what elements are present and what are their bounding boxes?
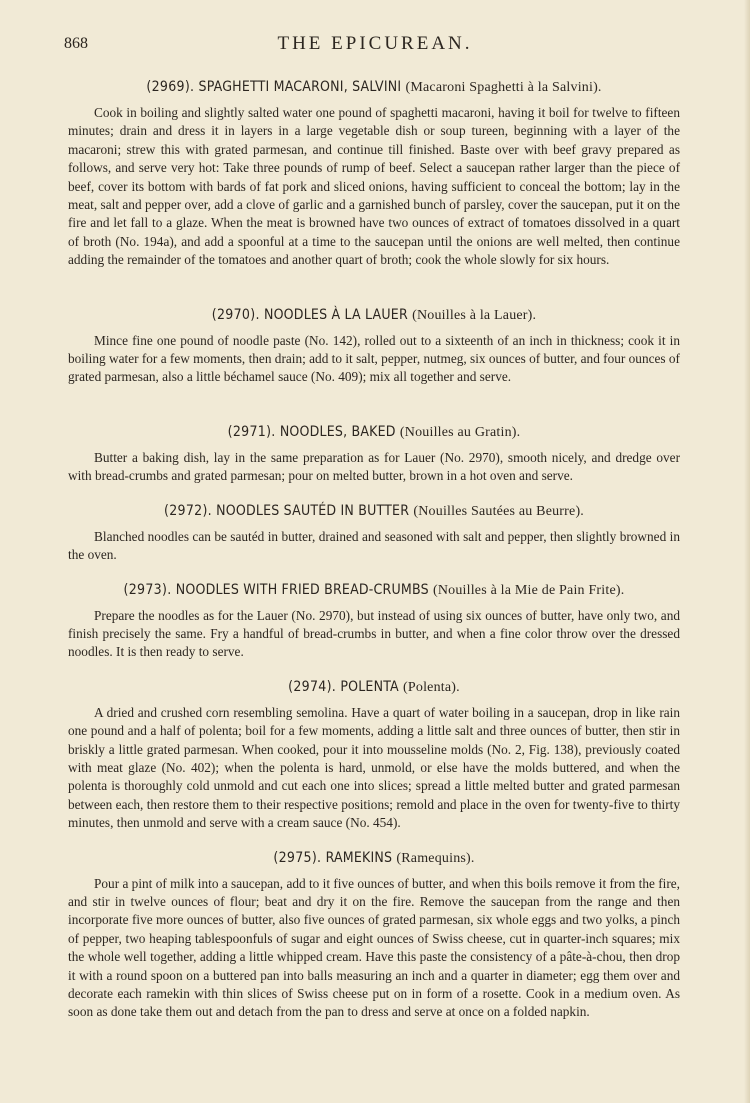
recipe-number: (2975). xyxy=(273,849,322,866)
recipe-heading xyxy=(68,849,680,868)
recipe-heading xyxy=(68,678,680,697)
running-head: THE EPICUREAN. xyxy=(277,33,473,54)
recipe-number: (2971). xyxy=(227,423,276,440)
recipe-text: Pour a pint of milk into a saucepan, add to it five ounces of butter, and when this boils remove it from the fire, and stir in twelve ounces of flour; beat and dry it on the fire. Remove the saucepan from the range and then incorporate five more ounces of butter, also five ounces of grated parmesan, six whole eggs and two yolks, a pinch of pepper, two heaping tablespoonfuls of sugar and eight ounces of Swiss cheese, cut in quarter-inch squares; mix the whole well together, adding a little whipped cream. Have this paste the consistency of a pâte-à-chou, then drop it with a round spoon on a buttered pan into balls measuring an inch and a quarter in diameter; egg them over and decorate each ramekin with thin slices of Swiss cheese put on in form of a rosette. Cook in a medium oven. As soon as done take them out and detach from the pan to dress and serve at once on a folded napkin. xyxy=(68,875,680,1020)
recipe-text: Blanched noodles can be sautéd in butter, drained and seasoned with salt and pepper, then slightly browned in the oven. xyxy=(68,528,680,563)
recipe-number: (2969). xyxy=(146,79,195,95)
recipe-french-title: (Nouilles au Gratin). xyxy=(399,424,521,440)
recipe-heading xyxy=(68,423,680,442)
recipe-list xyxy=(68,78,680,1022)
recipe-title: NOODLES À LA LAUER xyxy=(263,306,408,323)
recipe-heading xyxy=(68,581,680,600)
recipe-title: RAMEKINS xyxy=(325,849,393,866)
recipe-text: Mince fine one pound of noodle paste (No. 142), rolled out to a sixteenth of an inch in thickness; cook it in boiling water for a few moments, then drain; add to it salt, pepper, nutmeg, six ounces of butter, and four ounces of grated parmesan, also a little béchamel sauce (No. 409); mix all together and serve. xyxy=(68,332,680,385)
recipe-french-title: (Nouilles Sautées au Beurre). xyxy=(413,503,585,519)
page-edge xyxy=(744,0,750,1103)
recipe-2973 xyxy=(68,581,680,662)
recipe-text: Prepare the noodles as for the Lauer (No. 2970), but instead of using six ounces of butter, have only two, and finish precisely the same. Fry a handful of bread-crumbs in butter, and when a fine color throw over the dressed noodles. It is then ready to serve. xyxy=(68,607,680,660)
recipe-number: (2972). xyxy=(163,502,212,519)
recipe-french-title: (Nouilles à la Lauer). xyxy=(412,307,537,323)
recipe-title: POLENTA xyxy=(340,678,399,695)
recipe-2969 xyxy=(68,78,680,270)
recipe-heading xyxy=(68,306,680,325)
recipe-french-title: (Macaroni Spaghetti à la Salvini). xyxy=(405,80,602,95)
recipe-number: (2973). xyxy=(123,581,172,598)
recipe-number: (2974). xyxy=(288,678,337,695)
recipe-title: NOODLES WITH FRIED BREAD-CRUMBS xyxy=(175,581,429,598)
recipe-2970 xyxy=(68,306,680,387)
recipe-2971 xyxy=(68,423,680,486)
recipe-french-title: (Polenta). xyxy=(403,679,460,695)
recipe-heading xyxy=(68,502,680,521)
recipe-title: SPAGHETTI MACARONI, SALVINI xyxy=(198,79,402,95)
recipe-title: NOODLES SAUTÉD IN BUTTER xyxy=(216,502,410,519)
page-header xyxy=(64,35,686,59)
recipe-text: Cook in boiling and slightly salted water one pound of spaghetti macaroni, having it boil for twelve to fifteen minutes; drain and dress it in layers in a large vegetable dish or soup tureen, beginning with a layer of the macaroni; strew this with grated parmesan, and continue till finished. Baste over with beef gravy prepared as follows, and serve very hot: Take three pounds of rump of beef. Select a saucepan rather larger than the piece of beef, cover its bottom with bards of fat pork and sliced onions, having sufficient to conceal the bottom; lay in the meat, salt and pepper over, add a clove of garlic and a garnished bunch of parsley, cover the saucepan, put it on the fire and let fall to a glaze. When the meat is browned have two ounces of extract of tomatoes dissolved in a quart of broth (No. 194a), and add a spoonful at a time to the saucepan until the onions are well melted, then continue adding the remainder of the tomatoes and another quart of broth; cook the whole slowly for six hours. xyxy=(68,105,680,268)
recipe-french-title: (Nouilles à la Mie de Pain Frite). xyxy=(432,582,625,598)
recipe-number: (2970). xyxy=(211,306,260,323)
recipe-2972 xyxy=(68,502,680,565)
recipe-2974 xyxy=(68,678,680,833)
recipe-2975 xyxy=(68,849,680,1022)
recipe-french-title: (Ramequins). xyxy=(396,850,475,866)
recipe-text: Butter a baking dish, lay in the same preparation as for Lauer (No. 2970), smooth nicely, and dredge over with bread-crumbs and grated parmesan; pour on melted butter, brown in a hot oven and serve. xyxy=(68,449,680,484)
page-number: 868 xyxy=(64,35,88,52)
recipe-title: NOODLES, BAKED xyxy=(279,423,396,440)
recipe-text: A dried and crushed corn resembling semolina. Have a quart of water boiling in a saucepan, drop in like rain one pound and a half of polenta; boil for a few moments, adding a little salt and three ounces of butter, then stir in briskly a little grated parmesan. When cooked, pour it into mousseline molds (No. 2, Fig. 138), previously coated with meat glaze (No. 402); when the polenta is hard, unmold, or else have the molds buttered, and when the polenta is thoroughly cold unmold and cut each one into slices; spread a little melted butter and grated parmesan between each, then restore them to their respective positions; remold and place in the oven for twenty-five to thirty minutes, then unmold and serve with a cream sauce (No. 454). xyxy=(68,704,680,831)
recipe-heading xyxy=(68,78,680,97)
